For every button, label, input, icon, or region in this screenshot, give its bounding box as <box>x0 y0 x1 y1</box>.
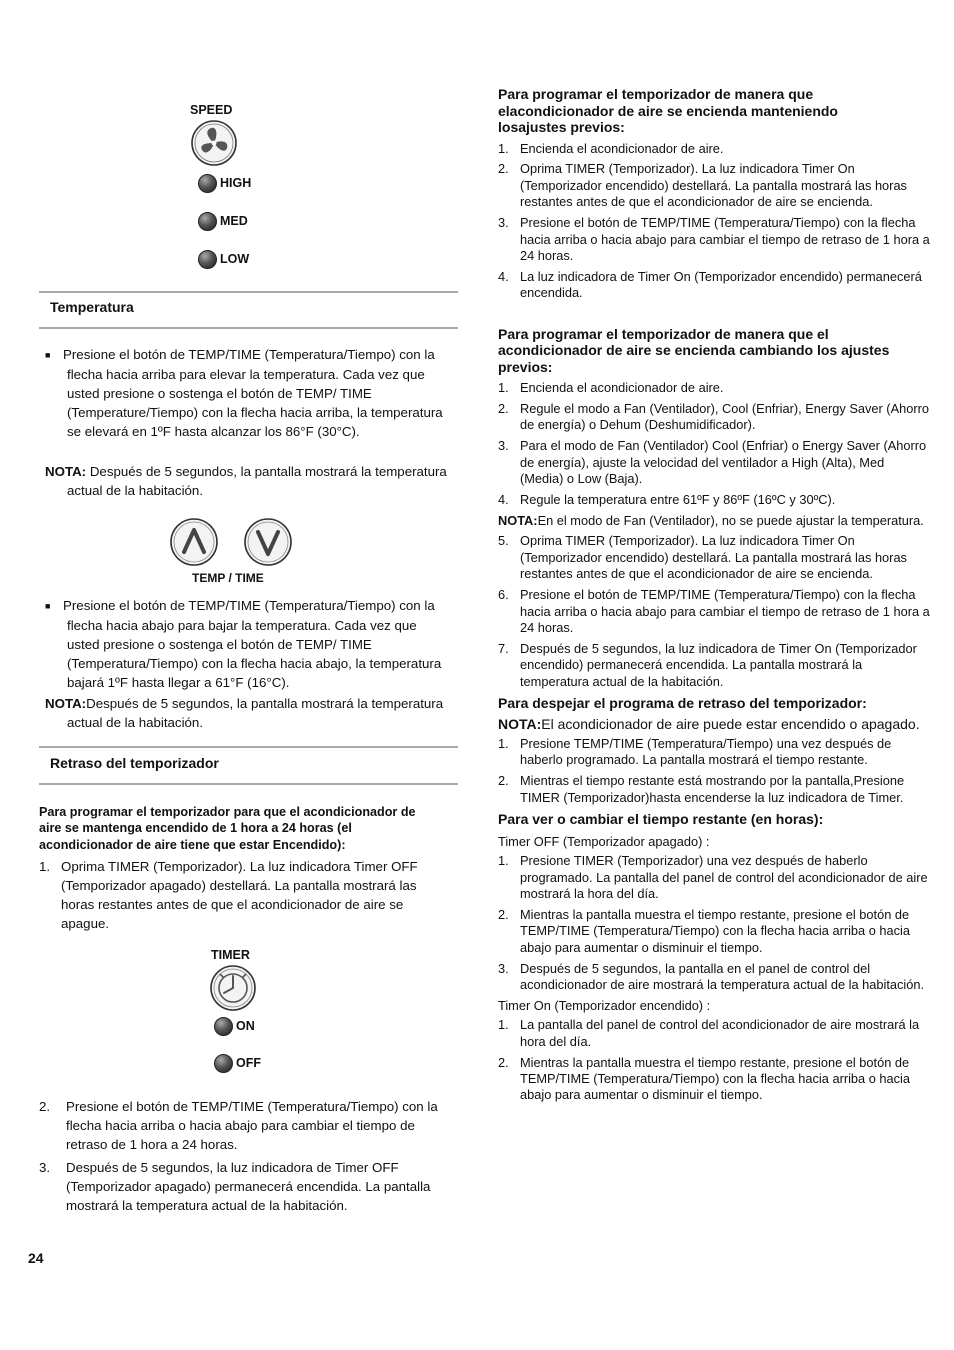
list-item <box>498 215 930 264</box>
s3-nota: NOTA:El acondicionador de aire puede estar encendido o apagado. <box>498 715 920 732</box>
s3-heading: Para despejar el programa de retraso del temporizador: <box>498 694 867 711</box>
temp-down-arrow-button-icon[interactable] <box>243 517 293 567</box>
section-divider <box>39 783 458 785</box>
high-label: HIGH <box>220 176 252 190</box>
list-item-number: 3. <box>498 215 509 231</box>
timer-on-indicator-light <box>214 1017 233 1036</box>
list-item <box>498 1017 930 1050</box>
list-item <box>498 380 930 396</box>
fan-speed-button-icon[interactable] <box>190 119 238 167</box>
list-item <box>498 141 930 157</box>
s2-list-continued <box>498 533 930 690</box>
list-item-text: Oprima TIMER (Temporizador). La luz indicadora Timer On (Temporizador encendido) destellará. La pantalla mostrará las horas restantes antes de que el acondicionador de aire se encienda. <box>520 161 907 210</box>
low-label: LOW <box>220 252 250 266</box>
timer-on-list <box>498 1017 930 1104</box>
retraso-step-2: 2. Presione el botón de TEMP/TIME (Temperatura/Tiempo) con la flecha hacia arriba o hacia abajo para cambiar el tiempo de retraso de 1 hora a 24 horas. <box>39 1099 438 1152</box>
list-item <box>498 161 930 210</box>
s2-nota: NOTA:En el modo de Fan (Ventilador), no se puede ajustar la temperatura. <box>498 513 924 528</box>
timer-button-icon[interactable] <box>209 964 257 1012</box>
list-item-number: 2. <box>498 161 509 177</box>
s1-heading: Para programar el temporizador de manera que elacondicionador de aire se encienda manteniendo losajustes previos: <box>498 86 838 135</box>
list-item <box>498 587 930 636</box>
retraso-step-1: 1. Oprima TIMER (Temporizador). La luz indicadora Timer OFF (Temporizador apagado) destellará. La pantalla mostrará las horas restantes antes de que el acondicionador de aire se apague. <box>39 859 418 931</box>
timer-off-label: OFF <box>236 1056 261 1070</box>
high-indicator-light <box>198 174 217 193</box>
list-item <box>498 641 930 690</box>
s1-list <box>498 141 930 302</box>
list-item-number: 3. <box>498 438 509 454</box>
timer-on-label: ON <box>236 1019 255 1033</box>
list-item-number: 1. <box>498 1017 509 1033</box>
temperatura-bullet-1: ■ Presione el botón de TEMP/TIME (Temperatura/Tiempo) con la flecha hacia arriba para elevar la temperatura. Cada vez que usted presione o sostenga el botón de TEMP/ TIME (Temperature/Tiempo) con la flecha hacia arriba, la temperatura se elevará en 1ºF hasta alcanzar los 86°F (30°C). <box>45 347 443 439</box>
list-item-text: Mientras la pantalla muestra el tiempo restante, presione el botón de TEMP/TIME (Temperatura/Tiempo) con la flecha hacia arriba o hacia abajo para aumentar o disminuir el tiempo. <box>520 1054 910 1103</box>
list-item <box>498 736 930 769</box>
temperatura-bullet-2: ■ Presione el botón de TEMP/TIME (Temperatura/Tiempo) con la flecha hacia abajo para bajar la temperatura. Cada vez que usted presione o sostenga el botón de TEMP/ TIME (Temperatura/Tiempo) con la flecha hacia abajo, la temperatura bajará 1ºF hasta llegar a 61°F (16°C). <box>45 598 442 690</box>
s2-heading: Para programar el temporizador de manera que el acondicionador de aire se encienda cambiando los ajustes previos: <box>498 325 890 375</box>
list-item-text: La pantalla del panel de control del acondicionador de aire mostrará la hora del día. <box>520 1017 920 1049</box>
list-item-number: 2. <box>498 906 509 922</box>
temp-up-arrow-button-icon[interactable] <box>169 517 219 567</box>
page-number: 24 <box>28 1250 44 1266</box>
list-item-number: 1. <box>498 736 509 752</box>
list-item <box>498 1055 930 1104</box>
list-item <box>498 269 930 302</box>
timer-on-subheading: Timer On (Temporizador encendido) : <box>498 997 711 1013</box>
list-item <box>498 773 930 806</box>
list-item-number: 2. <box>498 401 509 417</box>
list-item-text: Presione TEMP/TIME (Temperatura/Tiempo) una vez después de haberlo programado. La pantalla mostrará el tiempo restante. <box>520 736 892 768</box>
right-column <box>498 86 930 1108</box>
list-item-text: La luz indicadora de Timer On (Temporizador encendido) permanecerá encendida. <box>520 268 922 301</box>
list-item-text: Encienda el acondicionador de aire. <box>520 140 724 156</box>
list-item-number: 7. <box>498 640 509 656</box>
list-item-number: 1. <box>498 380 509 396</box>
s4-heading: Para ver o cambiar el tiempo restante (en horas): <box>498 810 824 827</box>
temperatura-heading: Temperatura <box>50 299 134 315</box>
timer-off-indicator-light <box>214 1054 233 1073</box>
retraso-subheading: Para programar el temporizador para que el acondicionador de aire se mantenga encendido de 1 hora a 24 horas (el acondicionador de aire tiene que estar Encendido): <box>39 805 416 852</box>
list-item-number: 4. <box>498 492 509 508</box>
bullet-icon: ■ <box>45 350 51 360</box>
timer-label: TIMER <box>211 948 250 962</box>
nota-2: NOTA:Después de 5 segundos, la pantalla mostrará la temperatura actual de la habitación. <box>45 696 444 730</box>
list-item-text: Mientras la pantalla muestra el tiempo restante, presione el botón de TEMP/TIME (Temperatura/Tiempo) con la flecha hacia arriba o hacia abajo para aumentar o disminuir el tiempo. <box>520 906 910 955</box>
list-item-text: Encienda el acondicionador de aire. <box>520 380 724 396</box>
list-item <box>498 492 930 508</box>
section-divider <box>39 291 458 293</box>
retraso-heading: Retraso del temporizador <box>50 755 219 771</box>
med-label: MED <box>220 214 248 228</box>
list-item-number: 2. <box>498 773 509 789</box>
list-item <box>498 533 930 582</box>
list-item-text: Regule el modo a Fan (Ventilador), Cool (Enfriar), Energy Saver (Ahorro de energía) o Dehum (Deshumidificador). <box>520 401 929 433</box>
timer-off-subheading: Timer OFF (Temporizador apagado) : <box>498 833 710 849</box>
list-item-text: Después de 5 segundos, la pantalla en el panel de control del acondicionador de aire mostrará la temperatura actual de la habitación. <box>520 960 925 992</box>
list-item-text: Presione TIMER (Temporizador) una vez después de haberlo programado. La pantalla del panel de control del acondicionador de aire mostrará la hora del día. <box>520 853 928 901</box>
speed-label: SPEED <box>190 103 233 117</box>
list-item-number: 1. <box>498 140 509 156</box>
list-item-number: 2. <box>498 1054 509 1070</box>
list-item-text: Presione el botón de TEMP/TIME (Temperatura/Tiempo) con la flecha hacia arriba o hacia abajo para cambiar el tiempo de retraso de 1 hora a 24 horas. <box>520 587 930 635</box>
list-item-text: Oprima TIMER (Temporizador). La luz indicadora Timer On (Temporizador encendido) destellará. La pantalla mostrará las horas restantes antes de que el acondicionador de aire se encienda. <box>520 533 907 582</box>
s3-list <box>498 736 930 806</box>
list-item <box>498 401 930 434</box>
list-item-number: 3. <box>498 960 509 976</box>
section-divider <box>39 746 458 748</box>
list-item <box>498 961 930 994</box>
med-indicator-light <box>198 212 217 231</box>
list-item-text: Mientras el tiempo restante está mostrando por la pantalla,Presione TIMER (Temporizador)hasta encenderse la luz indicadora de Timer. <box>520 773 905 805</box>
list-item-number: 6. <box>498 587 509 603</box>
list-item-text: Presione el botón de TEMP/TIME (Temperatura/Tiempo) con la flecha hacia arriba o hacia abajo para cambiar el tiempo de retraso de 1 hora a 24 horas. <box>520 215 930 263</box>
low-indicator-light <box>198 250 217 269</box>
bullet-icon: ■ <box>45 601 51 611</box>
nota-1: NOTA: Después de 5 segundos, la pantalla mostrará la temperatura actual de la habitación. <box>45 464 447 498</box>
list-item <box>498 853 930 902</box>
list-item <box>498 907 930 956</box>
list-item-text: Después de 5 segundos, la luz indicadora de Timer On (Temporizador encendido) permanecerá encendida. La pantalla mostrará la temperatura actual de la habitación. <box>520 640 917 689</box>
timer-off-list <box>498 853 930 993</box>
section-divider <box>39 327 458 329</box>
retraso-step-3: 3. Después de 5 segundos, la luz indicadora de Timer OFF (Temporizador apagado) permanecerá encendida. La pantalla mostrará la temperatura actual de la habitación. <box>39 1160 431 1213</box>
list-item <box>498 438 930 487</box>
temp-time-label: TEMP / TIME <box>192 571 264 585</box>
list-item-text: Regule la temperatura entre 61ºF y 86ºF (16ºC y 30ºC). <box>520 492 836 508</box>
list-item-text: Para el modo de Fan (Ventilador) Cool (Enfriar) o Energy Saver (Ahorro de energía), ajuste la velocidad del ventilador a High (Alta), Med (Media) o Low (Baja). <box>520 438 927 487</box>
list-item-number: 5. <box>498 533 509 549</box>
list-item-number: 4. <box>498 268 509 284</box>
list-item-number: 1. <box>498 853 509 869</box>
s2-list <box>498 380 930 508</box>
